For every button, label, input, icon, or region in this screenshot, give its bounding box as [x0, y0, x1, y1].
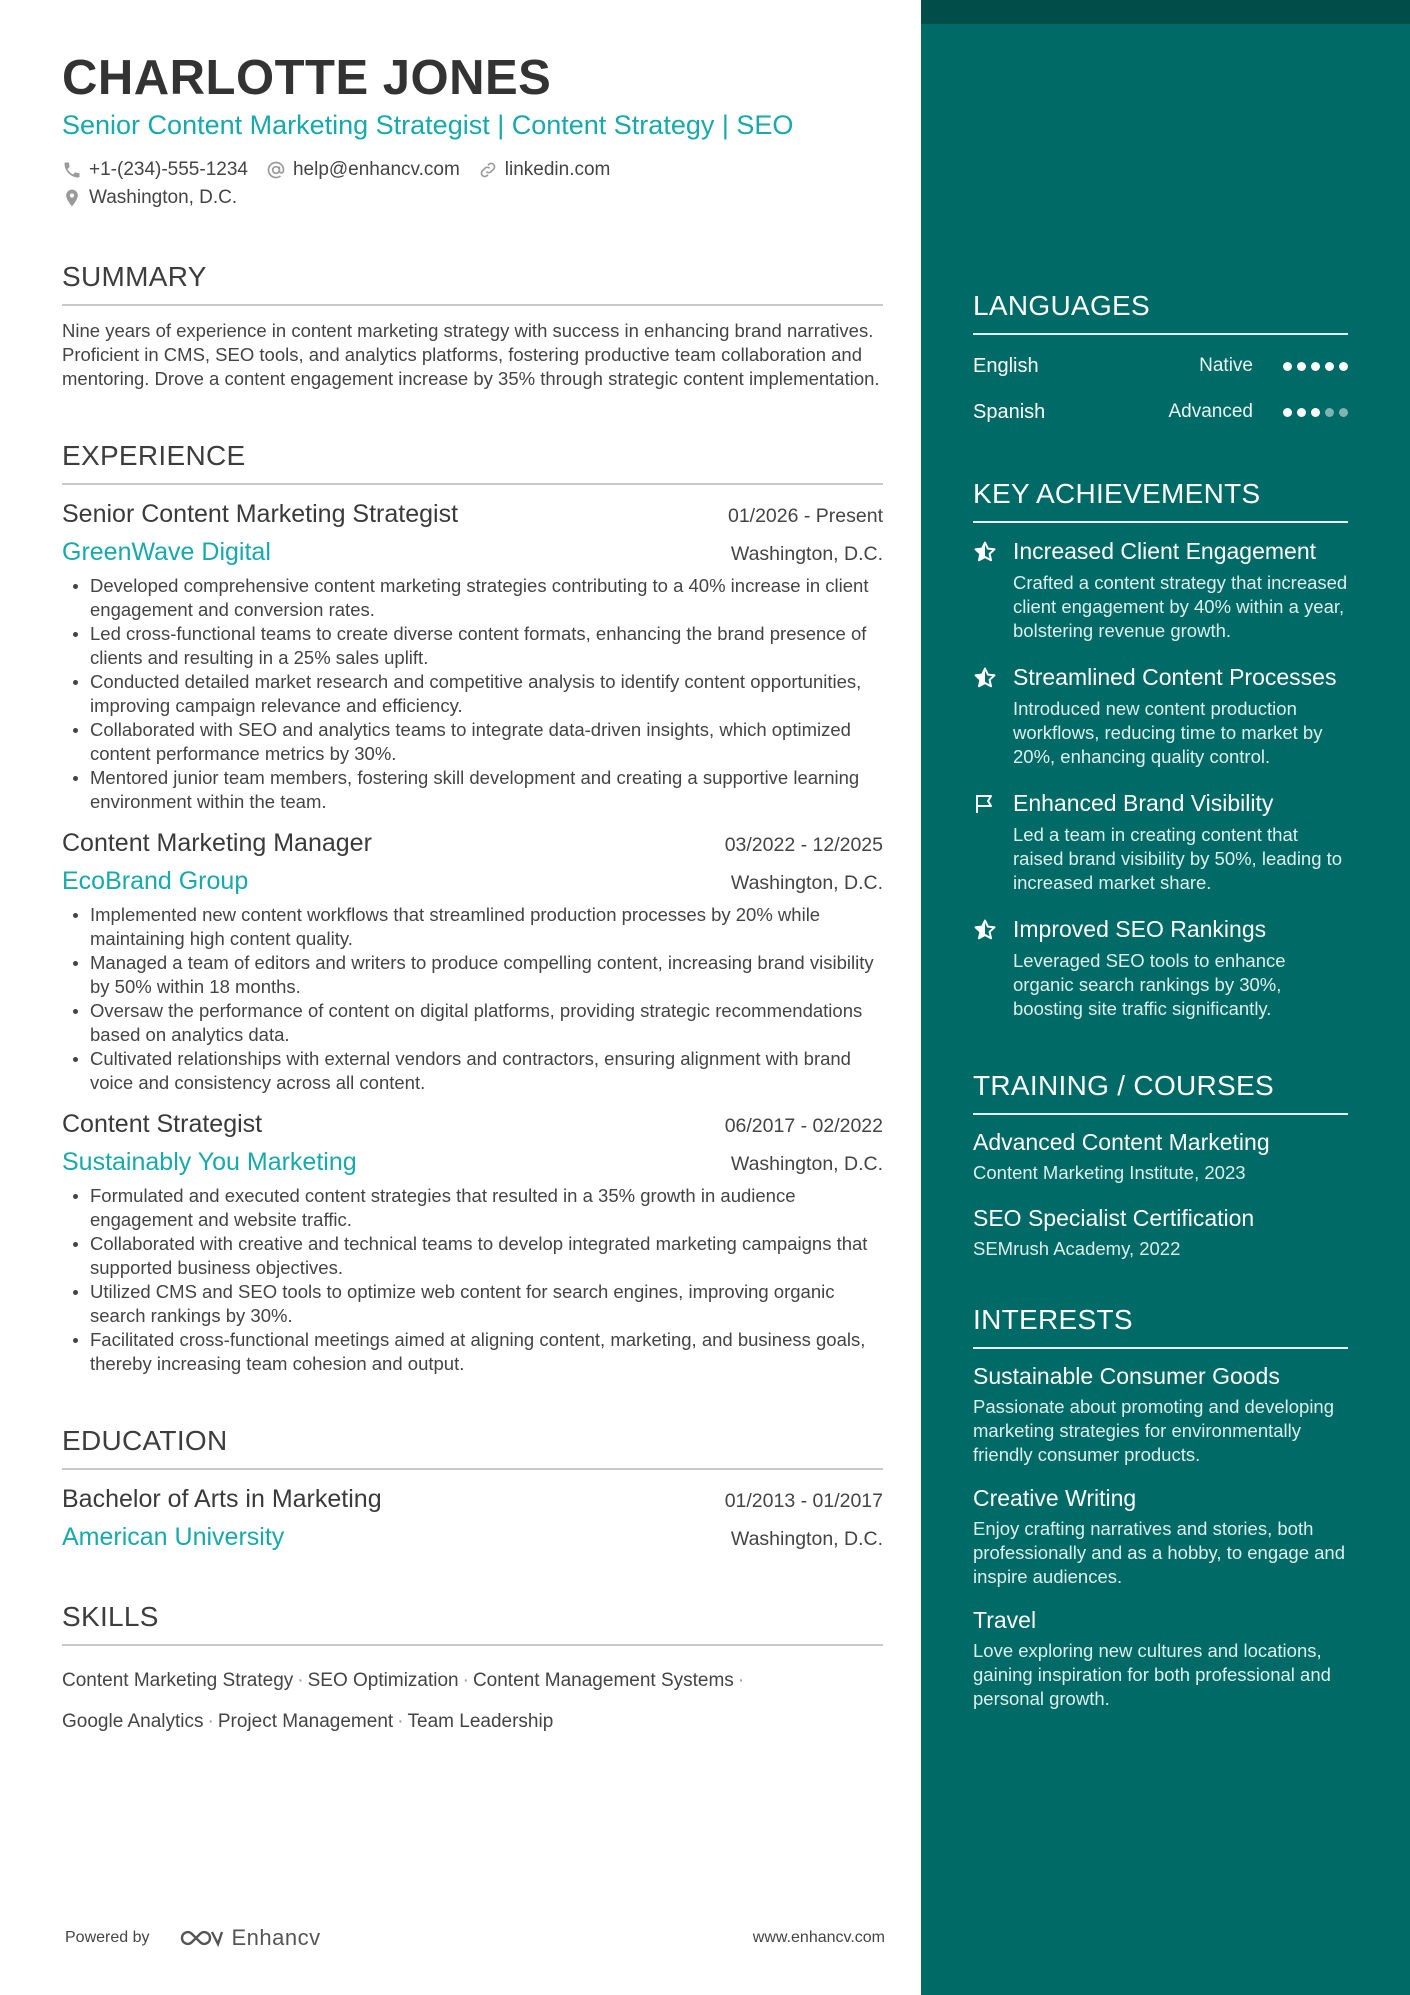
skill-item: SEO Optimization — [307, 1670, 459, 1691]
skill-item: Project Management — [217, 1711, 394, 1732]
skill-separator: · — [207, 1711, 214, 1732]
candidate-name: CHARLOTTE JONES — [62, 51, 552, 105]
bullet-item: Facilitated cross-functional meetings aimed at aligning content, marketing, and business goals, thereby increasing team cohesion and output. — [62, 1328, 883, 1376]
languages-title: LANGUAGES — [973, 289, 1348, 335]
location-text: Washington, D.C. — [89, 187, 238, 208]
footer-url[interactable]: www.enhancv.com — [752, 1929, 885, 1946]
company-name: EcoBrand Group — [62, 867, 249, 895]
phone-contact[interactable] — [62, 159, 248, 181]
languages-section — [973, 289, 1348, 435]
bullet-item: Managed a team of editors and writers to produce compelling content, increasing brand visibility by 50% within 18 months. — [62, 951, 883, 999]
phone-text: +1-(234)-555-1234 — [89, 159, 248, 180]
job-location: Washington, D.C. — [730, 543, 883, 565]
interest-title: Travel — [973, 1607, 1037, 1633]
linkedin-text: linkedin.com — [504, 159, 611, 180]
interest-desc: Enjoy crafting narratives and stories, both professionally and as a hobby, to engage and inspire audiences. — [973, 1518, 1345, 1587]
language-rating — [1283, 362, 1348, 371]
email-contact[interactable] — [266, 159, 460, 181]
language-rating — [1283, 408, 1348, 417]
brand-name: Enhancv — [231, 1925, 321, 1950]
education-date: 01/2013 - 01/2017 — [724, 1490, 883, 1512]
star-icon — [973, 537, 1013, 649]
skills-title: SKILLS — [62, 1600, 883, 1646]
job-location: Washington, D.C. — [730, 872, 883, 894]
course-title: Advanced Content Marketing — [973, 1129, 1270, 1155]
course-title: SEO Specialist Certification — [973, 1205, 1255, 1231]
rating-dot-filled — [1297, 362, 1306, 371]
education-entry — [62, 1482, 883, 1552]
bullet-item: Developed comprehensive content marketing strategies contributing to a 40% increase in client engagement and conversion rates. — [62, 574, 883, 622]
job-bullets — [62, 1184, 883, 1376]
training-section — [973, 1069, 1348, 1261]
language-name: English — [973, 354, 1039, 377]
bullet-item: Cultivated relationships with external vendors and contractors, ensuring alignment with brand voice and consistency across all content. — [62, 1047, 883, 1095]
rating-dot-filled — [1325, 362, 1334, 371]
powered-by-label: Powered by — [65, 1929, 150, 1946]
rating-dot-filled — [1283, 362, 1292, 371]
job-title: Content Marketing Manager — [62, 829, 372, 857]
course-item — [973, 1203, 1348, 1261]
achievement-title: Improved SEO Rankings — [1013, 916, 1267, 942]
star-icon — [973, 663, 1013, 775]
email-text: help@enhancv.com — [292, 159, 460, 180]
achievement-desc: Leveraged SEO tools to enhance organic search rankings by 30%, boosting site traffic significantly. — [1013, 950, 1286, 1019]
skill-item: Content Marketing Strategy — [62, 1670, 294, 1691]
location-pin-icon — [62, 188, 82, 208]
achievement-desc: Led a team in creating content that raised brand visibility by 50%, leading to increased market share. — [1013, 824, 1343, 893]
language-level: Advanced — [1168, 401, 1253, 422]
language-item — [973, 343, 1348, 389]
bullet-item: Collaborated with SEO and analytics teams to integrate data-driven insights, which optimized content performance metrics by 30%. — [62, 718, 883, 766]
rating-dot-filled — [1311, 362, 1320, 371]
rating-dot-filled — [1339, 362, 1348, 371]
course-provider: Content Marketing Institute, 2023 — [973, 1162, 1246, 1183]
achievement-title: Streamlined Content Processes — [1013, 664, 1337, 690]
interests-section — [973, 1303, 1348, 1711]
skill-separator: · — [297, 1670, 304, 1691]
achievement-item — [973, 915, 1348, 1027]
achievement-title: Enhanced Brand Visibility — [1013, 790, 1274, 816]
bullet-item: Led cross-functional teams to create diverse content formats, enhancing the brand presence of clients and resulting in a 25% sales uplift. — [62, 622, 883, 670]
job-date: 01/2026 - Present — [727, 505, 883, 527]
at-icon — [266, 160, 286, 180]
summary-section — [62, 260, 883, 391]
skills-section — [62, 1600, 883, 1742]
job-date: 03/2022 - 12/2025 — [724, 834, 883, 856]
job-location: Washington, D.C. — [730, 1153, 883, 1175]
rating-dot-filled — [1311, 408, 1320, 417]
company-name: GreenWave Digital — [62, 538, 271, 566]
skill-separator: · — [737, 1670, 745, 1691]
enhancv-logo[interactable] — [178, 1925, 321, 1951]
bullet-item: Implemented new content workflows that streamlined production processes by 20% while maintaining high content quality. — [62, 903, 883, 951]
sidebar — [921, 0, 1410, 1995]
interest-item — [973, 1483, 1348, 1589]
achievement-desc: Crafted a content strategy that increased client engagement by 40% within a year, bolstering revenue growth. — [1013, 572, 1348, 641]
achievement-title: Increased Client Engagement — [1013, 538, 1317, 564]
school-name: American University — [62, 1523, 285, 1551]
bullet-item: Collaborated with creative and technical teams to develop integrated marketing campaigns that supported business objectives. — [62, 1232, 883, 1280]
interest-title: Creative Writing — [973, 1485, 1137, 1511]
education-location: Washington, D.C. — [730, 1528, 883, 1550]
rating-dot-empty — [1325, 408, 1334, 417]
achievement-item — [973, 537, 1348, 649]
phone-icon — [62, 160, 82, 180]
achievement-desc: Introduced new content production workflows, reducing time to market by 20%, enhancing quality control. — [1013, 698, 1323, 767]
skill-item: Team Leadership — [407, 1711, 554, 1732]
job-entry — [62, 1107, 883, 1376]
experience-section — [62, 439, 883, 1376]
job-bullets — [62, 903, 883, 1095]
rating-dot-filled — [1283, 408, 1292, 417]
language-item — [973, 389, 1348, 435]
summary-title: SUMMARY — [62, 260, 883, 306]
language-name: Spanish — [973, 400, 1046, 423]
achievement-item — [973, 663, 1348, 775]
star-icon — [973, 915, 1013, 1027]
education-title: EDUCATION — [62, 1424, 883, 1470]
bullet-item: Conducted detailed market research and competitive analysis to identify content opportunities, improving campaign relevance and efficiency. — [62, 670, 883, 718]
skill-separator: · — [462, 1670, 469, 1691]
company-name: Sustainably You Marketing — [62, 1148, 357, 1176]
headline: Senior Content Marketing Strategist | Content Strategy | SEO — [62, 110, 794, 140]
interest-desc: Passionate about promoting and developing marketing strategies for environmentally friendly consumer products. — [973, 1396, 1335, 1465]
interests-title: INTERESTS — [973, 1303, 1348, 1349]
flag-icon — [973, 789, 1013, 901]
skills-list — [62, 1660, 822, 1742]
linkedin-contact[interactable] — [478, 159, 611, 181]
training-title: TRAINING / COURSES — [973, 1069, 1348, 1115]
link-icon — [478, 160, 498, 180]
job-date: 06/2017 - 02/2022 — [724, 1115, 883, 1137]
skill-separator: · — [397, 1711, 404, 1732]
job-title: Content Strategist — [62, 1110, 263, 1138]
achievements-section — [973, 477, 1348, 1027]
job-bullets — [62, 574, 883, 814]
contact-info — [62, 156, 883, 212]
course-item — [973, 1127, 1348, 1185]
sidebar-top-band — [921, 0, 1410, 24]
rating-dot-filled — [1297, 408, 1306, 417]
summary-text: Nine years of experience in content marketing strategy with success in enhancing brand narratives. Proficient in CMS, SEO tools, and analytics platforms, fostering productive team collaboration and mentoring. Drove a content engagement increase by 35% through strategic content implementation. — [62, 320, 880, 389]
interest-title: Sustainable Consumer Goods — [973, 1363, 1280, 1389]
bullet-item: Formulated and executed content strategies that resulted in a 35% growth in audience engagement and website traffic. — [62, 1184, 883, 1232]
location-contact — [62, 187, 237, 209]
achievements-title: KEY ACHIEVEMENTS — [973, 477, 1348, 523]
rating-dot-empty — [1339, 408, 1348, 417]
achievement-item — [973, 789, 1348, 901]
degree-title: Bachelor of Arts in Marketing — [62, 1485, 382, 1513]
job-entry — [62, 826, 883, 1095]
bullet-item: Oversaw the performance of content on digital platforms, providing strategic recommendations based on analytics data. — [62, 999, 883, 1047]
education-section — [62, 1424, 883, 1552]
interest-item — [973, 1605, 1348, 1711]
job-title: Senior Content Marketing Strategist — [62, 500, 459, 528]
skill-item: Google Analytics — [62, 1711, 204, 1732]
experience-title: EXPERIENCE — [62, 439, 883, 485]
skill-item: Content Management Systems — [472, 1670, 734, 1691]
job-entry — [62, 497, 883, 814]
language-level: Native — [1199, 355, 1253, 376]
enhancv-logo-icon — [178, 1926, 224, 1950]
interest-desc: Love exploring new cultures and locations, gaining inspiration for both professional and personal growth. — [973, 1640, 1331, 1709]
interest-item — [973, 1361, 1348, 1467]
bullet-item: Utilized CMS and SEO tools to optimize web content for search engines, improving organic search rankings by 30%. — [62, 1280, 883, 1328]
bullet-item: Mentored junior team members, fostering skill development and creating a supportive learning environment within the team. — [62, 766, 883, 814]
footer — [65, 1925, 885, 1951]
course-provider: SEMrush Academy, 2022 — [973, 1238, 1181, 1259]
